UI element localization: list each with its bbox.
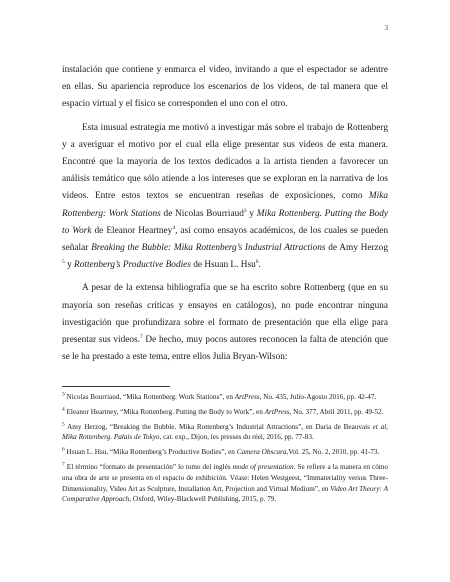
text-run: y xyxy=(246,208,257,219)
italic-text: Video Art Theory: A Comparative Approach xyxy=(62,484,388,504)
text-run: , xyxy=(386,422,388,431)
footnote-ref: 7 xyxy=(139,333,143,340)
footnote-ref: 7 xyxy=(62,461,65,468)
footnote-ref: 4 xyxy=(62,406,65,413)
italic-text: Camera Obscura xyxy=(236,448,287,457)
paragraph-3 xyxy=(62,280,388,366)
italic-text: ArtPress xyxy=(234,393,260,401)
text-run: Eleanor Heartney, “Mika Rottenberg. Putting the Body to Work”, en xyxy=(64,407,265,416)
footnote-separator xyxy=(62,386,170,387)
text-run: , No. 435, Julio-Agosto 2016, pp. 42-47. xyxy=(259,393,377,401)
text-run: Esta inusual estrategia me motivó a investigar más sobre el trabajo de Rottenberg y a averiguar el motivo por el cual ella elige presentar sus videos de esta manera. Encontré que la mayoría de los textos dedicados a la artista tienden a favorecer un análisis temático que sólo atiende a los intereses que se exploran en la narrativa de los videos. Entre estos textos se encuentran reseñas de exposiciones, como xyxy=(62,122,388,202)
paragraph-1 xyxy=(62,62,388,114)
footnote-4 xyxy=(62,407,388,418)
footnote-ref: 6 xyxy=(255,259,259,266)
body-text xyxy=(62,62,388,372)
text-run: Amy Herzog, “Breaking the Bubble. Mika Rottenberg’s Industrial Attractions”, en Daria de Beauvais xyxy=(64,422,373,431)
footnote-3 xyxy=(62,392,388,403)
text-run: de Eleanor Heartney xyxy=(91,225,173,236)
footnote-ref: 4 xyxy=(172,224,176,231)
text-run: y xyxy=(64,260,75,271)
text-run: . xyxy=(258,260,261,271)
footnote-ref: 3 xyxy=(62,391,65,398)
text-run: , así como ensayos académicos, de los cuales se pueden señalar xyxy=(62,225,388,254)
text-run: , cat. exp., Dijon, les presses du réel, 2016, pp. 77-83. xyxy=(159,433,314,442)
italic-text: Mika Rottenberg. Putting the Body to Work xyxy=(62,208,388,236)
text-run: de Nicolas Bourriaud xyxy=(160,208,244,219)
text-run: . Se refiere a la manera en cómo una obra de arte se presenta en el espacio de exhibición. Véase: Helen Westgeest, “Immateriality versus Three-Dimensionality, Video Art as Sculpture, Installation Art, Projection and Virtual Medium”, en xyxy=(62,462,389,493)
footnote-6 xyxy=(62,447,388,458)
text-run: ,Vol. 25, No. 2, 2010, pp. 41-73. xyxy=(286,448,380,457)
text-run: , No. 377, Abril 2011, pp. 49-52. xyxy=(289,407,384,416)
italic-text: Mika Rottenberg: Work Stations xyxy=(62,191,388,219)
text-run: de Amy Herzog xyxy=(325,243,388,254)
text-run: de Hsuan L. Hsu xyxy=(190,260,256,271)
footnote-ref: 6 xyxy=(62,446,65,453)
italic-text: Rottenberg’s Productive Bodies xyxy=(74,260,191,271)
footnote-ref: 5 xyxy=(62,421,65,428)
text-run: A pesar de la extensa bibliografía que se ha escrito sobre Rottenberg (que en su mayoría son reseñas críticas y ensayos en catálogos), no pude encontrar ninguna investigación que profundizara sobre el formato de presentación que ella elige para presentar sus videos. xyxy=(62,283,388,346)
text-run: instalación que contiene y enmarca el video, invitando a que el espectador se adentre en ellas. Su apariencia reproduce los escenarios de los videos, de tal manera que el espacio virtual y el físico se corresponden el uno con el otro. xyxy=(62,65,388,110)
italic-text: Breaking the Bubble: Mika Rottenberg’s Industrial Attractions xyxy=(91,243,326,254)
footnotes xyxy=(62,392,388,509)
text-run: Hsuan L. Hsu, “Mika Rottenberg’s Productive Bodies”, en xyxy=(64,448,237,457)
italic-text: et al xyxy=(372,422,387,431)
text-run: El término “formato de presentación” lo tomo del inglés xyxy=(64,462,233,471)
footnote-5 xyxy=(62,422,388,444)
text-run: Nicolas Bourriaud, “Mika Rottenberg: Work Stations”, en xyxy=(64,393,235,401)
footnote-7 xyxy=(62,462,388,505)
footnote-ref: 5 xyxy=(62,259,65,266)
page-number: 3 xyxy=(384,24,388,32)
text-run: , Oxford, Wiley-Blackwell Publishing, 2015, p. 79. xyxy=(129,495,277,504)
footnote-ref: 3 xyxy=(243,207,247,214)
paragraph-2 xyxy=(62,120,388,275)
italic-text: ArtPress xyxy=(264,407,290,416)
text-run: De hecho, muy pocos autores reconocen la falta de atención que se le ha prestado a este tema, entre ellos Julia Bryan-Wilson: xyxy=(62,335,388,363)
italic-text: mode of presentation xyxy=(232,462,294,471)
italic-text: Mika Rottenberg. Palais de Tokyo xyxy=(62,433,160,442)
